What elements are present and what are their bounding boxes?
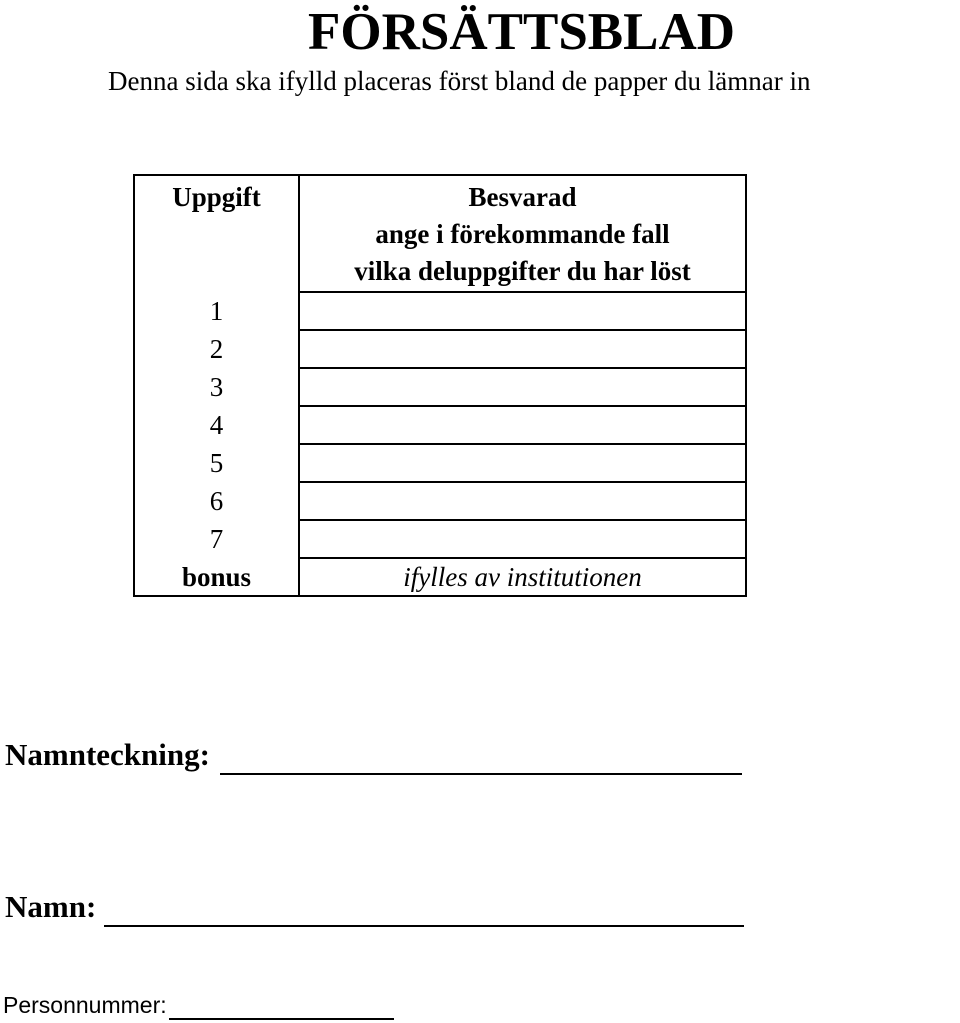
task-number: 1	[134, 292, 299, 330]
table-row	[134, 292, 746, 330]
answer-cell[interactable]	[299, 406, 746, 444]
table-row	[134, 406, 746, 444]
answer-cell[interactable]	[299, 292, 746, 330]
table-row	[134, 368, 746, 406]
signature-line[interactable]	[220, 737, 742, 775]
task-number: 3	[134, 368, 299, 406]
answer-cell[interactable]	[299, 520, 746, 558]
answer-cell[interactable]	[299, 482, 746, 520]
task-number: 6	[134, 482, 299, 520]
name-field	[5, 887, 744, 927]
task-number: 2	[134, 330, 299, 368]
bonus-row	[134, 558, 746, 596]
answer-cell[interactable]	[299, 368, 746, 406]
task-number: 5	[134, 444, 299, 482]
answer-header-line-1: Besvarad	[468, 182, 577, 212]
signature-label: Namnteckning:	[5, 737, 210, 772]
page-subtitle: Denna sida ska ifylld placeras först bland de papper du lämnar in	[108, 66, 811, 96]
task-number: 7	[134, 520, 299, 558]
answer-column-header	[299, 175, 746, 292]
personnummer-field	[3, 990, 394, 1020]
bonus-note: ifylles av institutionen	[299, 558, 746, 596]
personnummer-line[interactable]	[169, 990, 394, 1020]
task-column-header: Uppgift	[134, 175, 299, 292]
name-label: Namn:	[5, 889, 97, 924]
answer-cell[interactable]	[299, 330, 746, 368]
table-row	[134, 330, 746, 368]
signature-field	[5, 735, 742, 775]
bonus-label: bonus	[134, 558, 299, 596]
task-number: 4	[134, 406, 299, 444]
table-row	[134, 444, 746, 482]
name-line[interactable]	[104, 889, 744, 927]
answer-header-line-2: ange i förekommande fall	[375, 219, 670, 249]
table-row	[134, 482, 746, 520]
personnummer-label: Personnummer:	[3, 992, 167, 1018]
task-table-header-row	[134, 175, 746, 292]
task-table	[133, 174, 747, 597]
answer-cell[interactable]	[299, 444, 746, 482]
page-title: FÖRSÄTTSBLAD	[308, 3, 736, 61]
table-row	[134, 520, 746, 558]
answer-header-line-3: vilka deluppgifter du har löst	[354, 256, 691, 286]
